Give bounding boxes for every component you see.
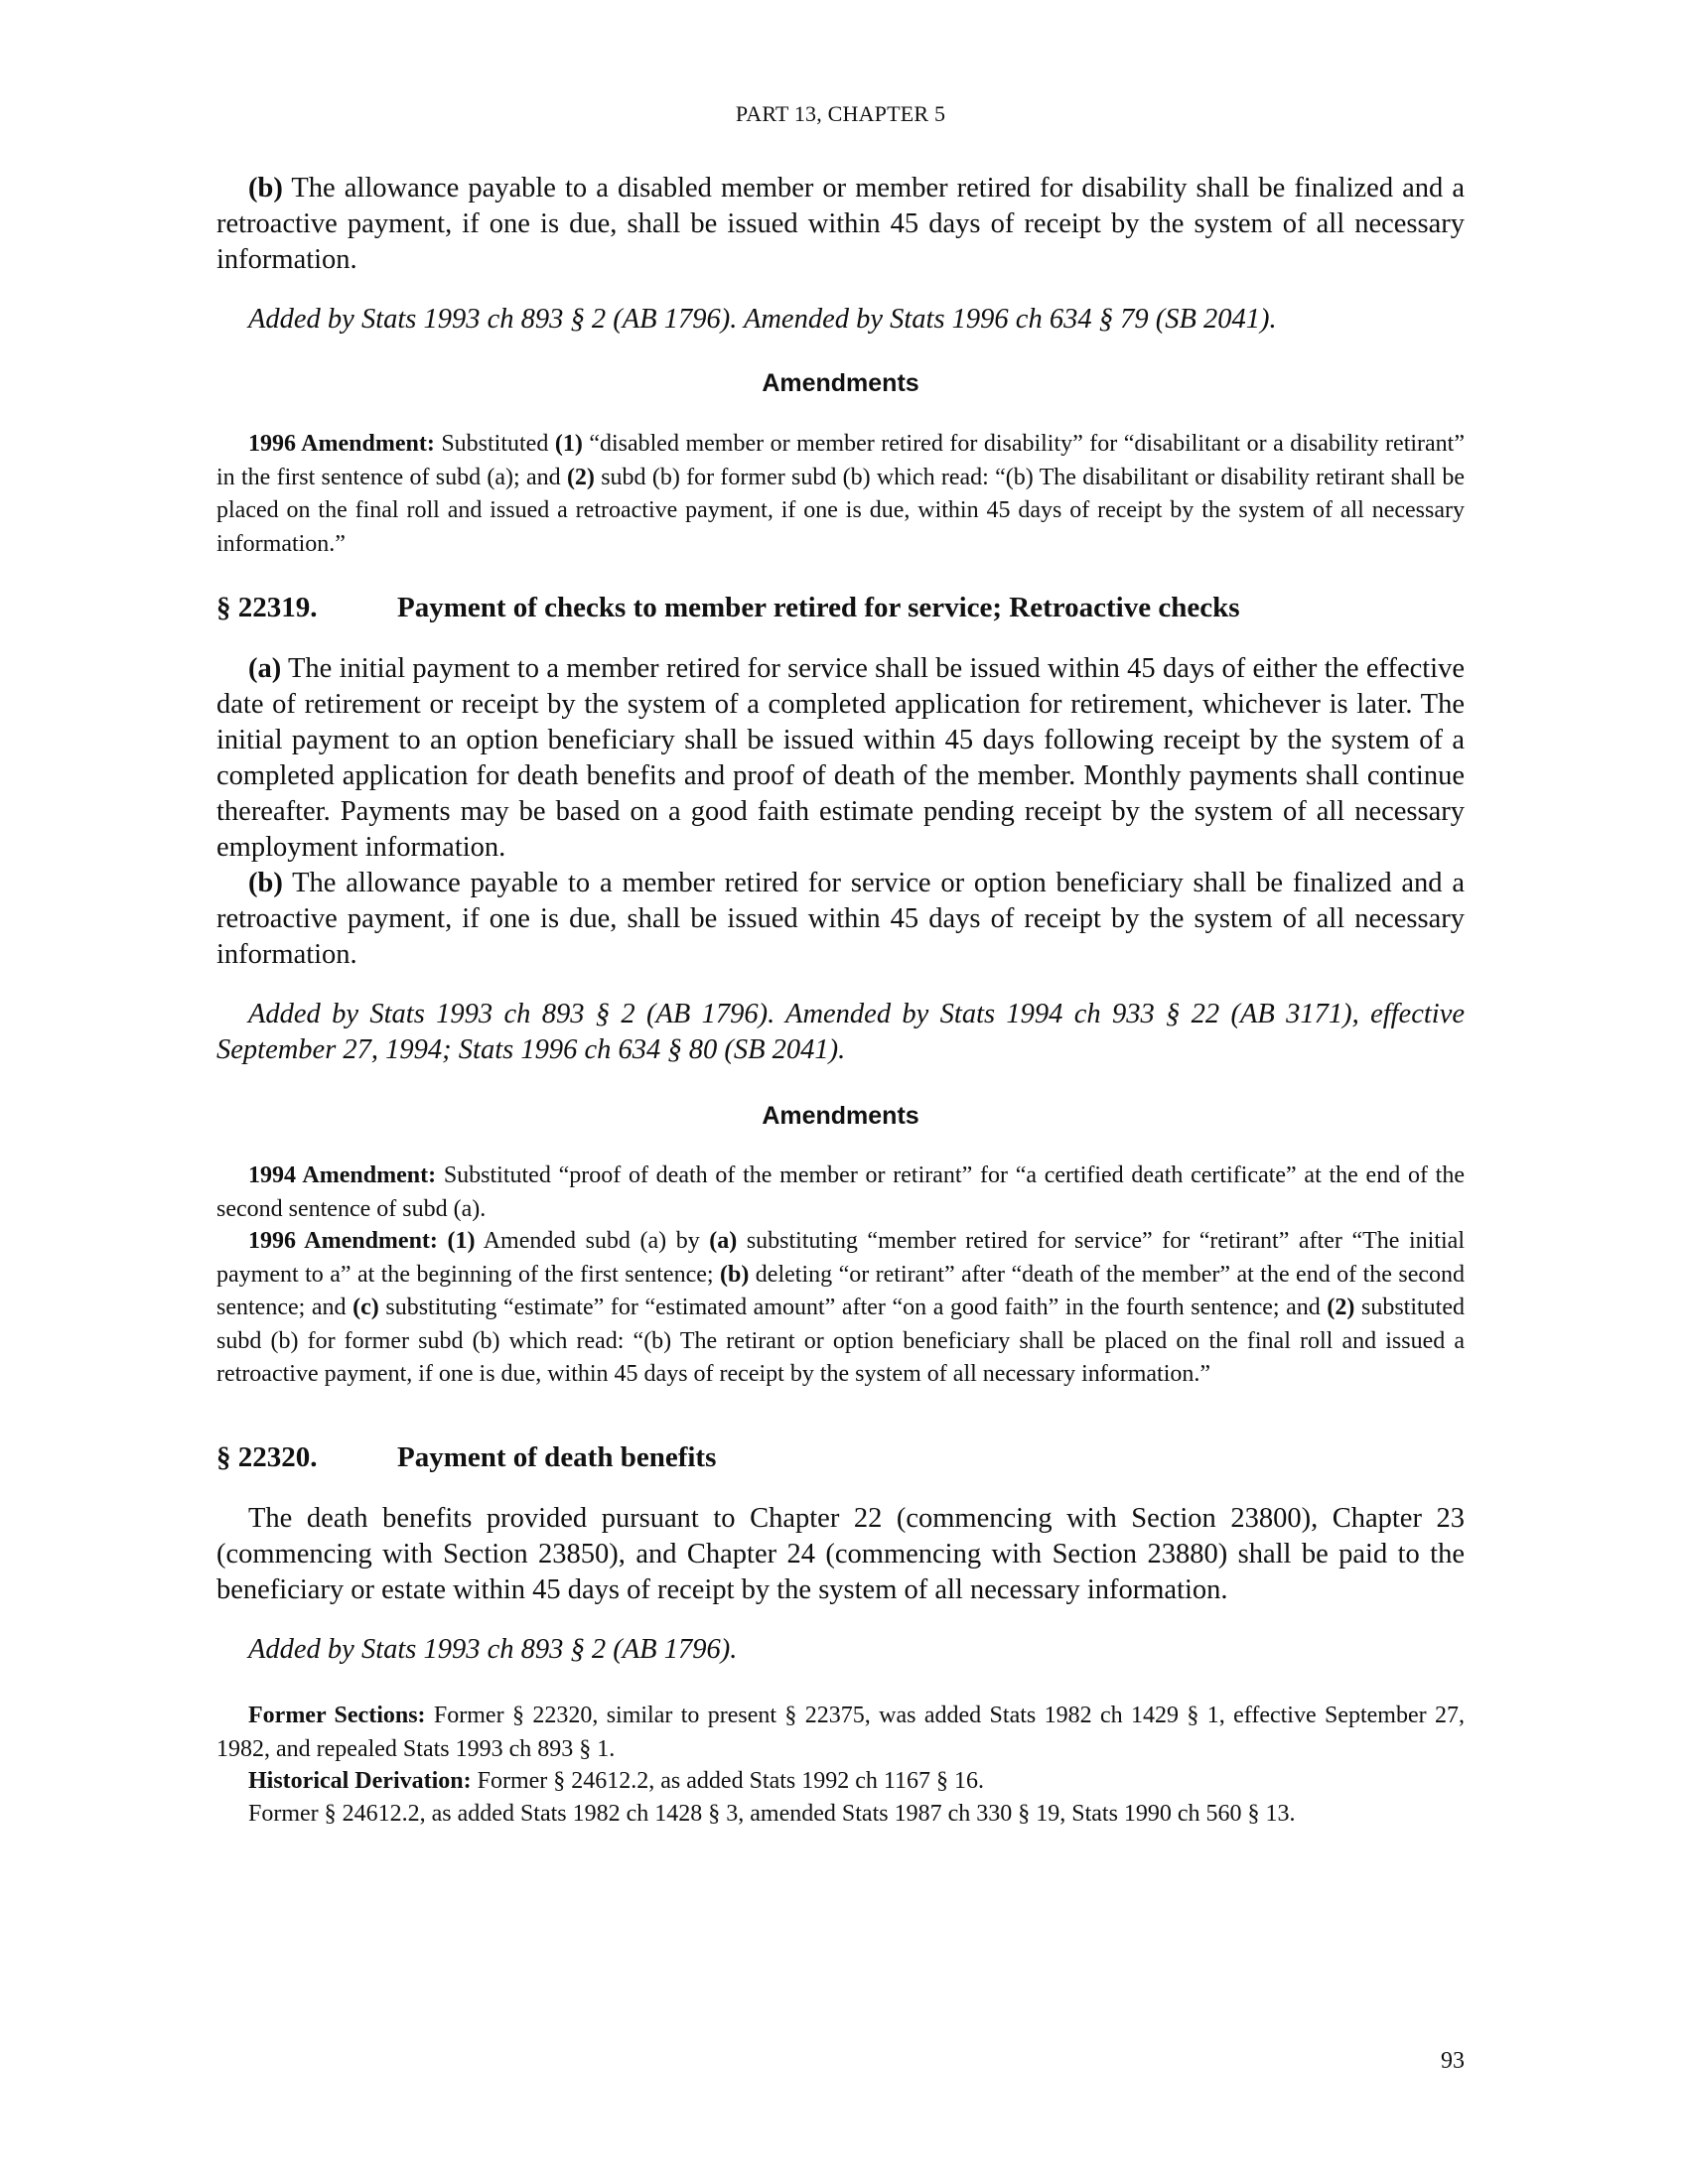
amendment-item-label: (a): [709, 1228, 738, 1254]
amendment-lead: 1996 Amendment:: [248, 1228, 438, 1254]
history-note: Added by Stats 1993 ch 893 § 2 (AB 1796). Amended by Stats 1996 ch 634 § 79 (SB 2041).: [248, 304, 1277, 335]
note-text: Former § 22320, similar to present § 22375, was added Stats 1982 ch 1429 § 1, effective September 27, 1982, and repealed Stats 1993 ch 893 § 1.: [216, 1703, 1465, 1762]
subdivision-text: The allowance payable to a member retired for service or option beneficiary shall be finalized and a retroactive payment, if one is due, shall be issued within 45 days of receipt by the system of all necessary information.: [216, 868, 1465, 970]
subdivision-label: (b): [248, 868, 283, 898]
history-note: Added by Stats 1993 ch 893 § 2 (AB 1796). Amended by Stats 1994 ch 933 § 22 (AB 3171), effective September 27, 1994; Stats 1996 ch 634 § 80 (SB 2041).: [216, 999, 1465, 1065]
subdivision-label: (b): [248, 173, 283, 204]
subdivision-b-paragraph: [216, 171, 1465, 278]
amendment-text: substituting “member retired for service” for “retirant” after “The initial payment to a” at the beginning of the first sentence;: [216, 1228, 1465, 1288]
amendment-text: substituting “estimate” for “estimated amount” after “on a good faith” in the fourth sentence; and: [378, 1295, 1328, 1320]
amendment-item-label: (1): [554, 431, 583, 457]
section-title: Payment of death benefits: [397, 1441, 717, 1473]
amendments-heading: Amendments: [762, 369, 919, 397]
amendment-item-label: (2): [566, 464, 595, 490]
amendment-text: Substituted: [434, 431, 555, 457]
amendment-item-label: (1): [437, 1228, 476, 1254]
amendments-heading: Amendments: [762, 1102, 919, 1130]
historical-derivation-note: [216, 1765, 1465, 1799]
section-body-paragraph: The death benefits provided pursuant to Chapter 22 (commencing with Section 23800), Chapter 23 (commencing with Section 23850), and Chapter 24 (commencing with Section 23880) shall be paid to the beneficiary or estate within 45 days of receipt by the system of all necessary information.: [216, 1503, 1465, 1605]
former-sections-note: [216, 1700, 1465, 1766]
section-number: § 22319.: [216, 592, 318, 623]
amendment-text: Amended subd (a) by: [475, 1228, 710, 1254]
amendment-text: Substituted “proof of death of the member or retirant” for “a certified death certificate” at the end of the second sentence of subd (a).: [216, 1162, 1465, 1222]
section-heading-22319: [216, 592, 1465, 624]
subdivision-a-paragraph: [216, 651, 1465, 866]
running-head: PART 13, CHAPTER 5: [735, 101, 946, 126]
amendment-text: substituted subd (b) for former subd (b) which read: “(b) The retirant or option beneficiary shall be placed on the final roll and issued a retroactive payment, if one is due, within 45 days of receipt by the system of all necessary information.”: [216, 1295, 1465, 1387]
note-text: Former § 24612.2, as added Stats 1992 ch 1167 § 16.: [471, 1768, 985, 1794]
note-lead: Historical Derivation:: [248, 1768, 472, 1794]
amendment-note: [216, 1225, 1465, 1392]
amendment-text: subd (b) for former subd (b) which read: “(b) The disabilitant or disability retirant shall be placed on the final roll and issued a retroactive payment, if one is due, within 45 days of receipt by the system of all necessary information.”: [216, 464, 1465, 557]
amendment-note: [216, 428, 1465, 561]
amendment-text: “disabled member or member retired for disability” for “disabilitant or a disability retirant” in the first sentence of subd (a); and: [216, 431, 1465, 490]
subdivision-label: (a): [248, 653, 282, 684]
amendment-lead: 1996 Amendment:: [248, 431, 435, 457]
amendment-lead: 1994 Amendment:: [248, 1162, 437, 1188]
subdivision-text: The initial payment to a member retired for service shall be issued within 45 days of either the effective date of retirement or receipt by the system of a completed application for retirement, whichever is later. The initial payment to an option beneficiary shall be issued within 45 days following receipt by the system of a completed application for death benefits and proof of death of the member. Monthly payments shall continue thereafter. Payments may be based on a good faith estimate pending receipt by the system of all necessary employment information.: [216, 653, 1465, 863]
historical-derivation-note: Former § 24612.2, as added Stats 1982 ch 1428 § 3, amended Stats 1987 ch 330 § 19, Stats 1990 ch 560 § 13.: [248, 1801, 1296, 1827]
amendment-item-label: (b): [720, 1261, 750, 1288]
amendment-item-label: (2): [1327, 1295, 1355, 1320]
section-title: Payment of checks to member retired for service; Retroactive checks: [397, 592, 1240, 623]
history-note: Added by Stats 1993 ch 893 § 2 (AB 1796).: [248, 1634, 738, 1665]
subdivision-b-paragraph: [216, 866, 1465, 973]
subdivision-text: The allowance payable to a disabled member or member retired for disability shall be finalized and a retroactive payment, if one is due, shall be issued within 45 days of receipt by the system of all necessary information.: [216, 173, 1465, 275]
amendment-text: deleting “or retirant” after “death of the member” at the end of the second sentence; and: [216, 1261, 1466, 1320]
document-page: [216, 0, 1465, 2184]
note-lead: Former Sections:: [248, 1703, 426, 1728]
page-number: 93: [1441, 2048, 1465, 2074]
amendment-item-label: (c): [352, 1295, 379, 1320]
section-number: § 22320.: [216, 1441, 318, 1473]
section-heading-22320: [216, 1441, 1465, 1474]
amendment-note: [216, 1160, 1465, 1226]
